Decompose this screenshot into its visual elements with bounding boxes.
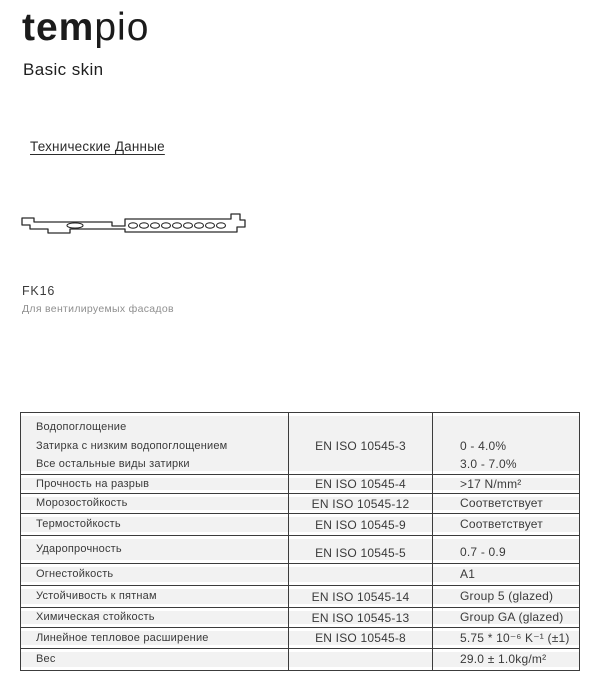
value-cell [433, 649, 580, 671]
property-label: Ударопрочность [36, 543, 122, 556]
table-row [21, 628, 580, 649]
value-text: 0 - 4.0% [460, 438, 507, 453]
standard-cell [289, 564, 433, 586]
value-cell [433, 608, 580, 628]
table-row [21, 514, 580, 536]
value-text: Group GA (glazed) [460, 610, 564, 625]
table-row [21, 536, 580, 564]
value-cell [433, 628, 580, 649]
property-cell [21, 608, 289, 628]
value-text: Соответствует [460, 496, 543, 511]
value-text [460, 418, 579, 437]
property-label: Все остальные виды затирки [36, 458, 190, 470]
product-description: Для вентилируемых фасадов [22, 303, 174, 315]
property-cell [21, 413, 289, 475]
product-code: FK16 [22, 284, 56, 298]
value-text: >17 N/mm² [460, 476, 522, 491]
brand-logo-light-part: pio [94, 6, 150, 49]
value-cell [433, 474, 580, 494]
value-text: 5.75 * 10⁻⁶ K⁻¹ (±1) [460, 630, 570, 645]
standard-cell: EN ISO 10545-3 [289, 413, 433, 475]
property-label: Термостойкость [36, 518, 121, 531]
value-text: 0.7 - 0.9 [460, 544, 506, 559]
property-cell [21, 586, 289, 608]
standard-cell: EN ISO 10545-4 [289, 474, 433, 494]
property-label: Огнестойкость [36, 568, 114, 581]
brand-logo-bold-part: tem [22, 6, 95, 49]
table-row [21, 564, 580, 586]
value-cell [433, 413, 580, 475]
property-label: Водопоглощение [36, 421, 127, 433]
standard-cell: EN ISO 10545-14 [289, 586, 433, 608]
standard-cell: EN ISO 10545-12 [289, 494, 433, 514]
standard-cell: EN ISO 10545-13 [289, 608, 433, 628]
property-label: Линейное тепловое расширение [36, 631, 209, 644]
standard-cell: EN ISO 10545-8 [289, 628, 433, 649]
value-cell [433, 494, 580, 514]
table-row [21, 494, 580, 514]
value-text: A1 [460, 567, 476, 582]
property-label: Устойчивость к пятнам [36, 590, 157, 603]
value-cell [433, 536, 580, 564]
value-text: Соответствует [460, 517, 543, 532]
table-row [21, 474, 580, 494]
standard-cell: EN ISO 10545-5 [289, 536, 433, 564]
property-label: Химическая стойкость [36, 611, 155, 624]
value-cell [433, 586, 580, 608]
property-cell [21, 474, 289, 494]
table-row [21, 608, 580, 628]
value-cell [433, 564, 580, 586]
panel-profile-cross-section-icon [18, 211, 250, 241]
property-cell [21, 536, 289, 564]
brand-logo [22, 6, 149, 50]
property-cell [21, 564, 289, 586]
value-text: 29.0 ± 1.0kg/m² [460, 652, 547, 667]
table-row [21, 413, 580, 475]
property-cell [21, 514, 289, 536]
standard-cell: EN ISO 10545-9 [289, 514, 433, 536]
property-label: Прочность на разрыв [36, 477, 150, 490]
property-cell [21, 649, 289, 671]
property-cell [21, 628, 289, 649]
product-line-title: Basic skin [23, 60, 104, 79]
property-cell [21, 494, 289, 514]
standard-cell [289, 649, 433, 671]
property-label: Вес [36, 653, 56, 666]
technical-specifications-table [20, 412, 580, 671]
value-text: Group 5 (glazed) [460, 589, 554, 604]
section-heading-technical-data: Технические Данные [30, 139, 165, 154]
value-text: 3.0 - 7.0% [460, 457, 517, 471]
property-label: Морозостойкость [36, 497, 128, 510]
table-row [21, 586, 580, 608]
value-cell [433, 514, 580, 536]
property-label: Затирка с низким водопоглощением [36, 439, 228, 452]
table-row [21, 649, 580, 671]
